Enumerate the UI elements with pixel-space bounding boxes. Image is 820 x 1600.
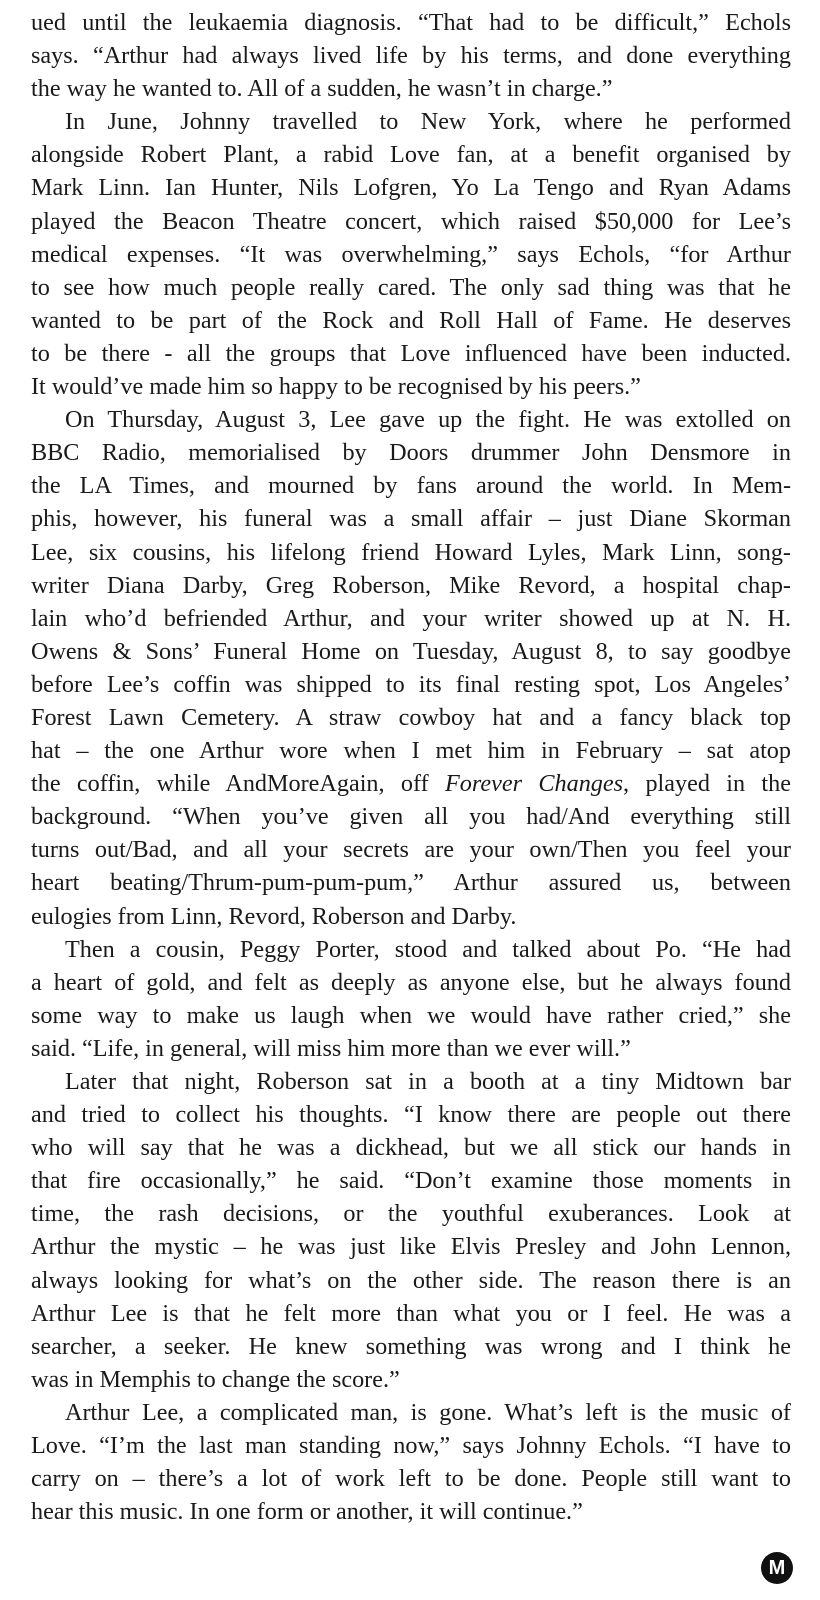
- text-segment: the coffin, while AndMoreAgain, off: [31, 770, 446, 798]
- text-line: medical expenses. “It was overwhelming,” says Echols, “for Arthur: [31, 240, 791, 268]
- text-line: wanted to be part of the Rock and Roll Hall of Fame. He deserves: [31, 306, 791, 334]
- text-line: hear this music. In one form or another, it will continue.”: [31, 1498, 583, 1526]
- text-line: to see how much people really cared. The only sad thing was that he: [31, 273, 791, 301]
- text-line: lain who’d befriended Arthur, and your writer showed up at N. H.: [31, 604, 791, 632]
- text-line: and tried to collect his thoughts. “I know there are people out there: [31, 1101, 791, 1129]
- text-line: hat – the one Arthur wore when I met him in February – sat atop: [31, 737, 791, 765]
- text-line: some way to make us laugh when we would have rather cried,” she: [31, 1001, 791, 1029]
- text-line: On Thursday, August 3, Lee gave up the fight. He was extolled on: [65, 406, 791, 434]
- text-line: In June, Johnny travelled to New York, where he performed: [65, 108, 791, 136]
- text-line: Later that night, Roberson sat in a booth at a tiny Midtown bar: [65, 1068, 791, 1095]
- text-line: always looking for what’s on the other side. The reason there is an: [31, 1266, 791, 1294]
- text-line: Arthur the mystic – he was just like Elvis Presley and John Lennon,: [31, 1233, 791, 1261]
- text-line: heart beating/Thrum-pum-pum-pum,” Arthur assured us, between: [31, 869, 791, 897]
- paragraph-1: [31, 6, 791, 105]
- text-line: BBC Radio, memorialised by Doors drummer John Densmore in: [31, 439, 791, 467]
- text-line: the way he wanted to. All of a sudden, he wasn’t in charge.”: [31, 75, 613, 103]
- text-line: who will say that he was a dickhead, but we all stick our hands in: [31, 1134, 791, 1162]
- text-line: Lee, six cousins, his lifelong friend Howard Lyles, Mark Linn, song-: [31, 538, 791, 566]
- text-line: said. “Life, in general, will miss him more than we ever will.”: [31, 1034, 631, 1062]
- paragraph-3: [31, 403, 791, 933]
- album-title: Forever Changes: [445, 770, 624, 798]
- text-line: turns out/Bad, and all your secrets are your own/Then you feel your: [31, 836, 791, 864]
- text-line: Forest Lawn Cemetery. A straw cowboy hat and a fancy black top: [31, 703, 791, 731]
- text-line: time, the rash decisions, or the youthful exuberances. Look at: [31, 1200, 791, 1228]
- article-body: [31, 6, 791, 1528]
- text-line: background. “When you’ve given all you had/And everything still: [31, 803, 791, 831]
- text-segment: , played in the: [623, 770, 791, 798]
- text-line: carry on – there’s a lot of work left to be done. People still want to: [31, 1465, 791, 1493]
- text-line: eulogies from Linn, Revord, Roberson and Darby.: [31, 902, 517, 930]
- text-line: says. “Arthur had always lived life by his terms, and done everything: [31, 42, 791, 70]
- text-line: that fire occasionally,” he said. “Don’t examine those moments in: [31, 1167, 791, 1195]
- text-line: to be there - all the groups that Love influenced have been inducted.: [31, 339, 791, 367]
- paragraph-4: [31, 933, 791, 1065]
- text-line: before Lee’s coffin was shipped to its final resting spot, Los Angeles’: [31, 670, 791, 698]
- text-line: ued until the leukaemia diagnosis. “That had to be difficult,” Echols: [31, 9, 791, 36]
- text-line: a heart of gold, and felt as deeply as anyone else, but he always found: [31, 968, 791, 996]
- text-line: the LA Times, and mourned by fans around the world. In Mem-: [31, 472, 791, 500]
- paragraph-2: [31, 105, 791, 403]
- text-line: alongside Robert Plant, a rabid Love fan, at a benefit organised by: [31, 141, 791, 169]
- end-of-article-logo-icon: M: [761, 1552, 793, 1584]
- text-line: Arthur Lee is that he felt more than what you or I feel. He was a: [31, 1299, 791, 1327]
- text-line: writer Diana Darby, Greg Roberson, Mike Revord, a hospital chap-: [31, 571, 791, 599]
- text-line: was in Memphis to change the score.”: [31, 1365, 400, 1393]
- paragraph-6: [31, 1396, 791, 1528]
- text-line: Love. “I’m the last man standing now,” says Johnny Echols. “I have to: [31, 1432, 791, 1460]
- text-line: Owens & Sons’ Funeral Home on Tuesday, August 8, to say goodbye: [31, 637, 791, 665]
- text-line: Arthur Lee, a complicated man, is gone. What’s left is the music of: [65, 1398, 791, 1426]
- text-line: It would’ve made him so happy to be recognised by his peers.”: [31, 373, 641, 401]
- paragraph-5: [31, 1065, 791, 1396]
- text-line: searcher, a seeker. He knew something was wrong and I think he: [31, 1332, 791, 1360]
- text-line: phis, however, his funeral was a small affair – just Diane Skorman: [31, 505, 791, 533]
- text-line-with-album-title: [31, 767, 791, 800]
- text-line: played the Beacon Theatre concert, which raised $50,000 for Lee’s: [31, 207, 791, 235]
- text-line: Mark Linn. Ian Hunter, Nils Lofgren, Yo La Tengo and Ryan Adams: [31, 174, 791, 202]
- text-line: Then a cousin, Peggy Porter, stood and talked about Po. “He had: [65, 935, 791, 963]
